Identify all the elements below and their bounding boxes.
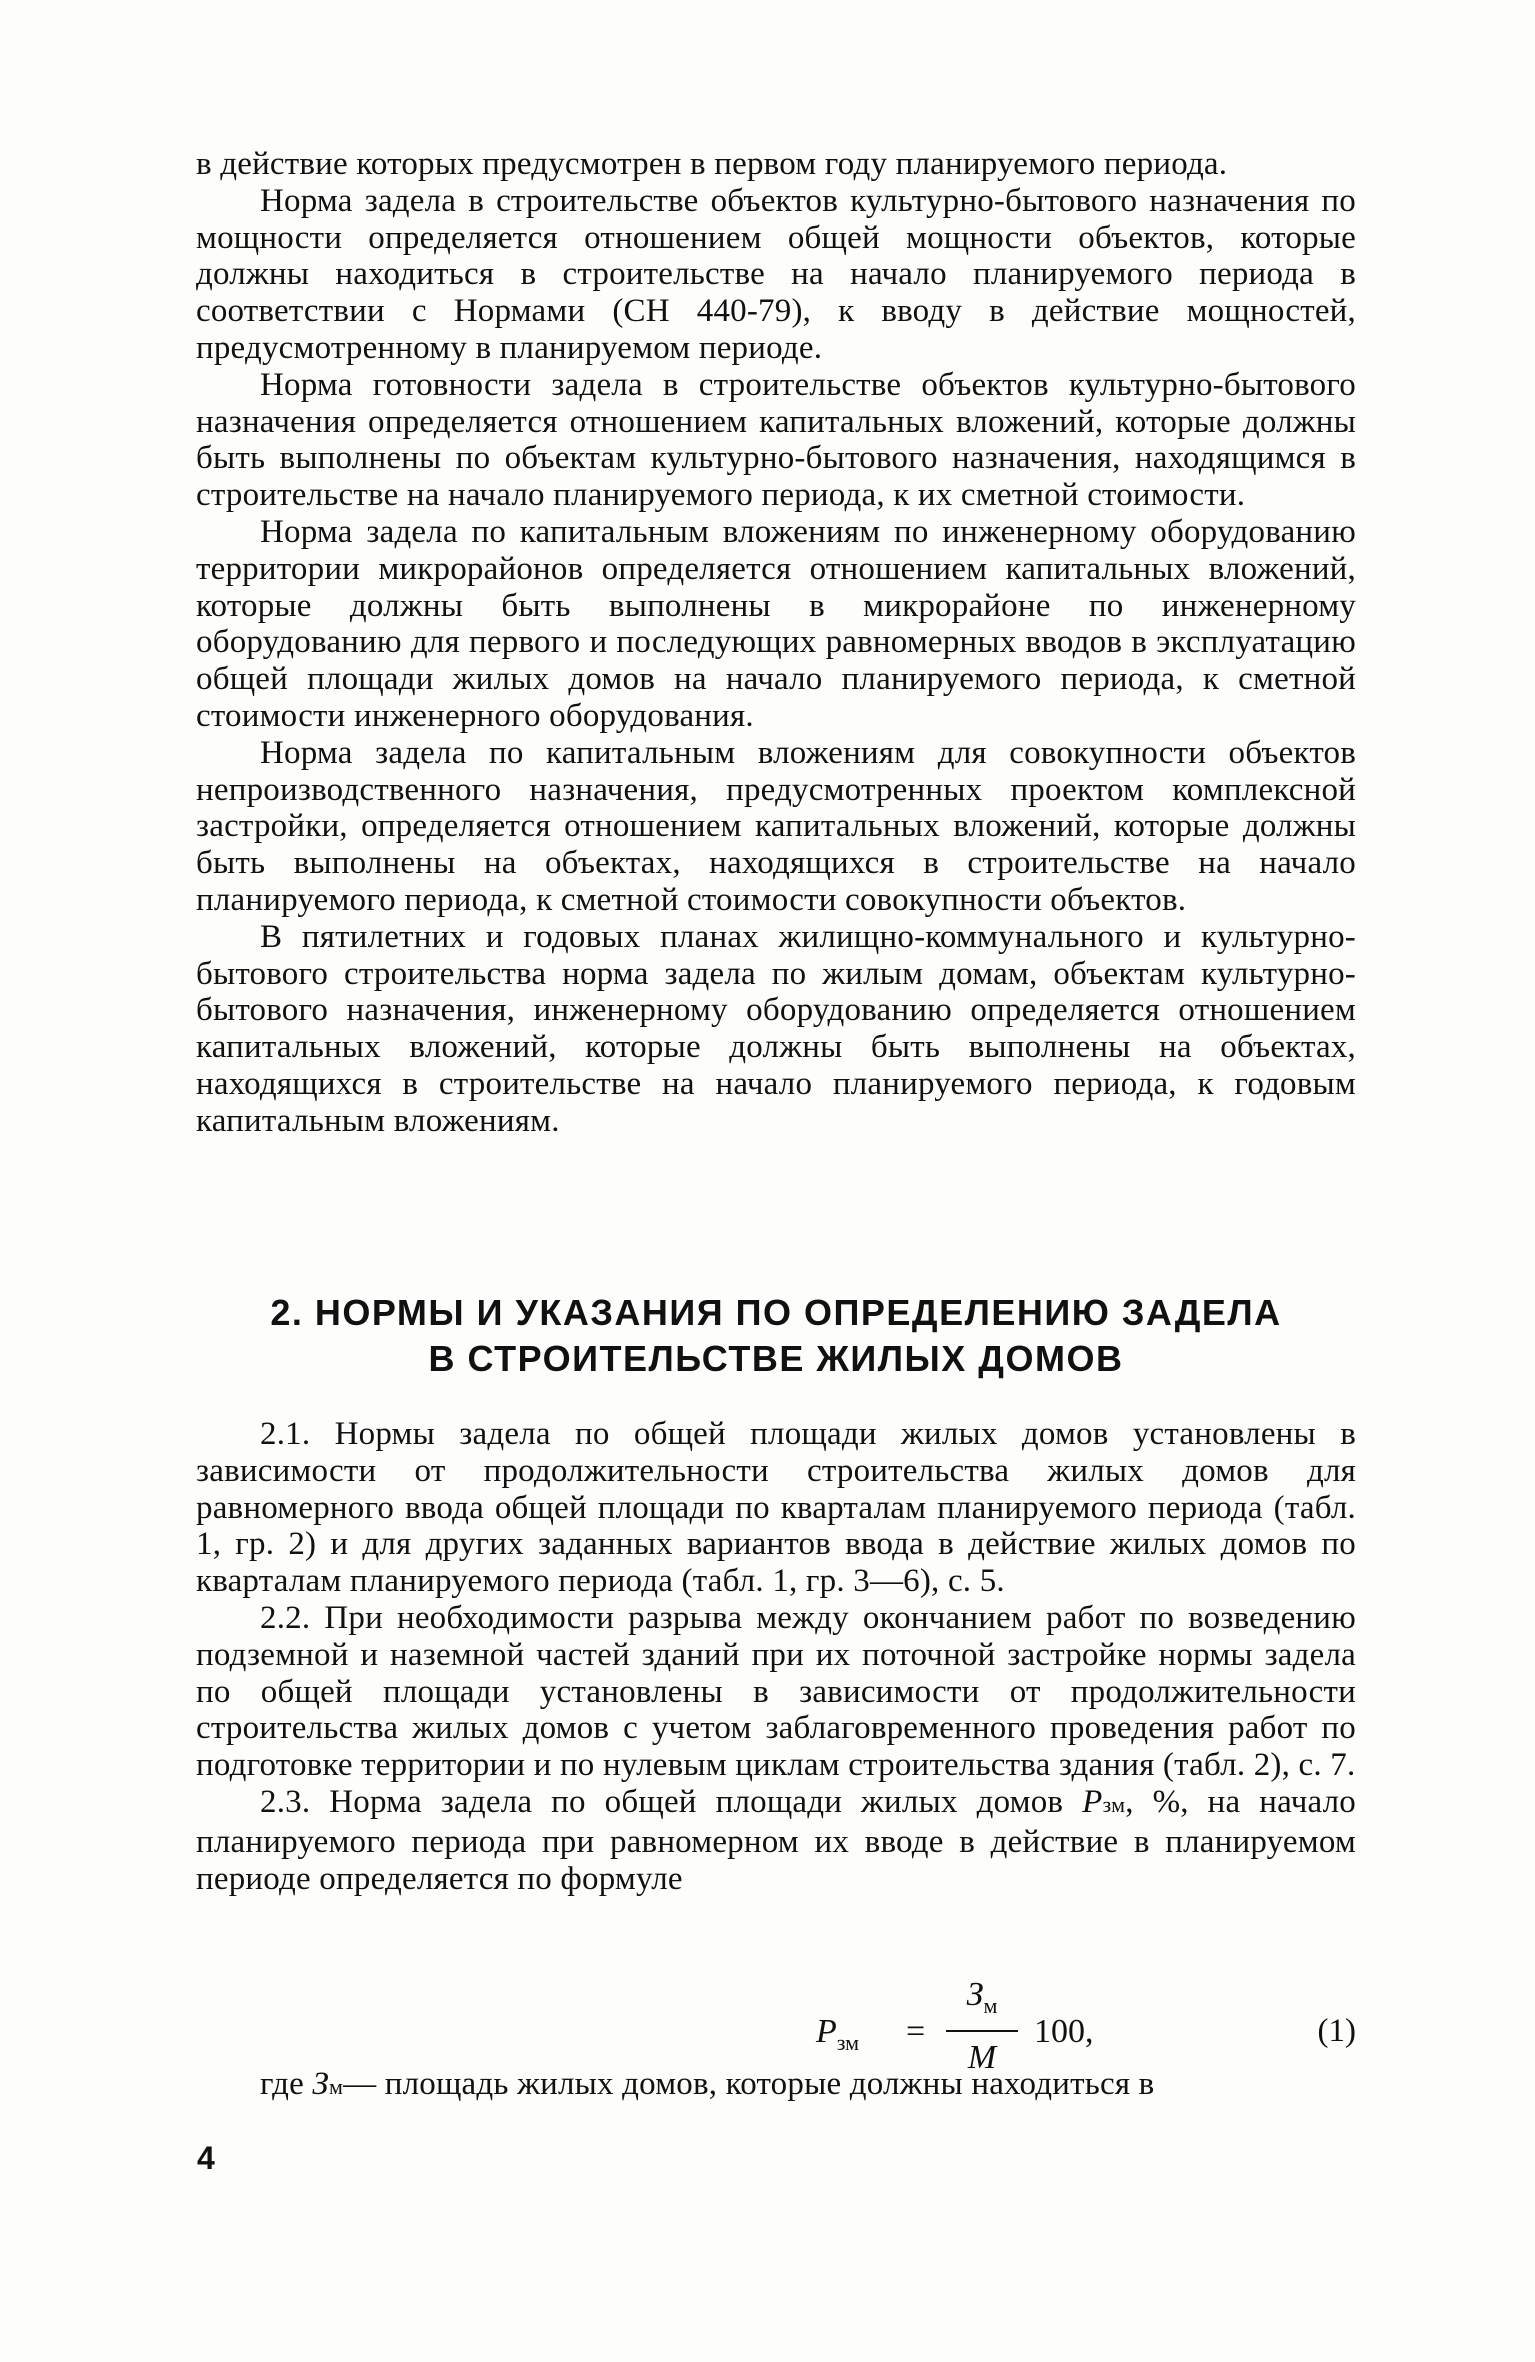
paragraph-continuation: в действие которых предусмотрен в первом году планируемого периода. (196, 146, 1228, 182)
paragraph-2-3-end: , %, на начало планируемого периода при равномерном их вводе в действие в планируемом периоде определяется по формуле (196, 1783, 1356, 1897)
formula-numerator: $З_м$ (966, 1976, 998, 2018)
where-end: — площадь жилых домов, которые должны находиться в (343, 2066, 1155, 2102)
formula-fraction (946, 1975, 1018, 2078)
formula-number: (1) (1317, 2013, 1356, 2049)
paragraph-nonproduction-objects: Норма задела по капитальным вложениям для совокупности объектов непроизводственного назначения, предусмотренных проектом комплексной застройки, определяется отношением капитальных вложений, которые должны быть выполнены на объектах, находящихся в строительстве на начало планируемого периода, к сметной стоимости совокупности объектов. (196, 734, 1356, 918)
paragraph-2-3-variable: P (1082, 1783, 1103, 1820)
paragraph-2-1: 2.1. Нормы задела по общей площади жилых домов установлены в зависимости от продолжительности строительства жилых домов для равномерного ввода общей площади по кварталам планируемого периода (табл. 1, гр. 2) и для других заданных вариантов ввода в действие жилых домов по кварталам планируемого периода (табл. 1, гр. 3—6), с. 5. (196, 1416, 1356, 1600)
section-heading (196, 1290, 1356, 1382)
formula-equals: = (906, 2013, 926, 2050)
section-heading-line-2: В СТРОИТЕЛЬСТВЕ ЖИЛЫХ ДОМОВ (428, 1338, 1124, 1379)
where-variable: З (312, 2066, 329, 2102)
paragraph-2-3-variable-sub: зм (1102, 1791, 1126, 1817)
formula-denominator: М (967, 2038, 997, 2076)
page-number: 4 (197, 2140, 215, 2176)
where-paragraph (196, 2066, 1356, 2106)
paragraph-culture-readiness: Норма готовности задела в строительстве объектов культурно-бытового назначения определяется отношением капитальных вложений, которые должны быть выполнены по объектам культурно-бытового назначения, находящимся в строительстве на начало планируемого периода, к их сметной стоимости. (196, 366, 1356, 514)
formula-fraction-bar (946, 2030, 1018, 2032)
text-column-top (196, 146, 1356, 1140)
paragraph-2-3 (196, 1784, 1356, 1897)
formula-multiplier: 100, (1034, 2013, 1094, 2050)
paragraph-2-3-start: 2.3. Норма задела по общей площади жилых домов (260, 1783, 1083, 1820)
paragraph-2-2: 2.2. При необходимости разрыва между окончанием работ по возведению подземной и наземной частей зданий при их поточной застройке нормы задела по общей площади установлены в зависимости от продолжительности строительства жилых домов с учетом заблаговременного проведения работ по подготовке территории и по нулевым циклам строительства здания (табл. 2), с. 7. (196, 1599, 1356, 1784)
where-line (196, 2066, 1356, 2106)
section-heading-line-1: 2. НОРМЫ И УКАЗАНИЯ ПО ОПРЕДЕЛЕНИЮ ЗАДЕЛА (270, 1292, 1282, 1333)
where-start: где (260, 2066, 313, 2102)
paragraph-five-year-plans: В пятилетних и годовых планах жилищно-коммунального и культурно-бытового строительства норма задела по жилым домам, объектам культурно-бытового назначения, инженерному оборудованию определяется отношением капитальных вложений, которые должны быть выполнены на объектах, находящихся в строительстве на начало планируемого периода, к годовым капитальным вложениям. (196, 918, 1356, 1139)
paragraph-culture-capacity: Норма задела в строительстве объектов культурно-бытового назначения по мощности определяется отношением общей мощности объектов, которые должны находиться в строительстве на начало планируемого периода в соответствии с Нормами (СН 440-79), к вводу в действие мощностей, предусмотренному в планируемом периоде. (196, 182, 1356, 366)
text-column-section-2 (196, 1416, 1356, 1897)
where-variable-sub: м (328, 2074, 344, 2099)
formula-lhs: $P_{зм}$ (816, 2013, 860, 2055)
paragraph-engineering-equipment: Норма задела по капитальным вложениям по инженерному оборудованию территории микрорайонов определяется отношением капитальных вложений, которые должны быть выполнены в микрорайоне по инженерному оборудованию для первого и последующих равномерных вводов в эксплуатацию общей площади жилых домов на начало планируемого периода, к сметной стоимости инженерного оборудования. (196, 513, 1356, 734)
